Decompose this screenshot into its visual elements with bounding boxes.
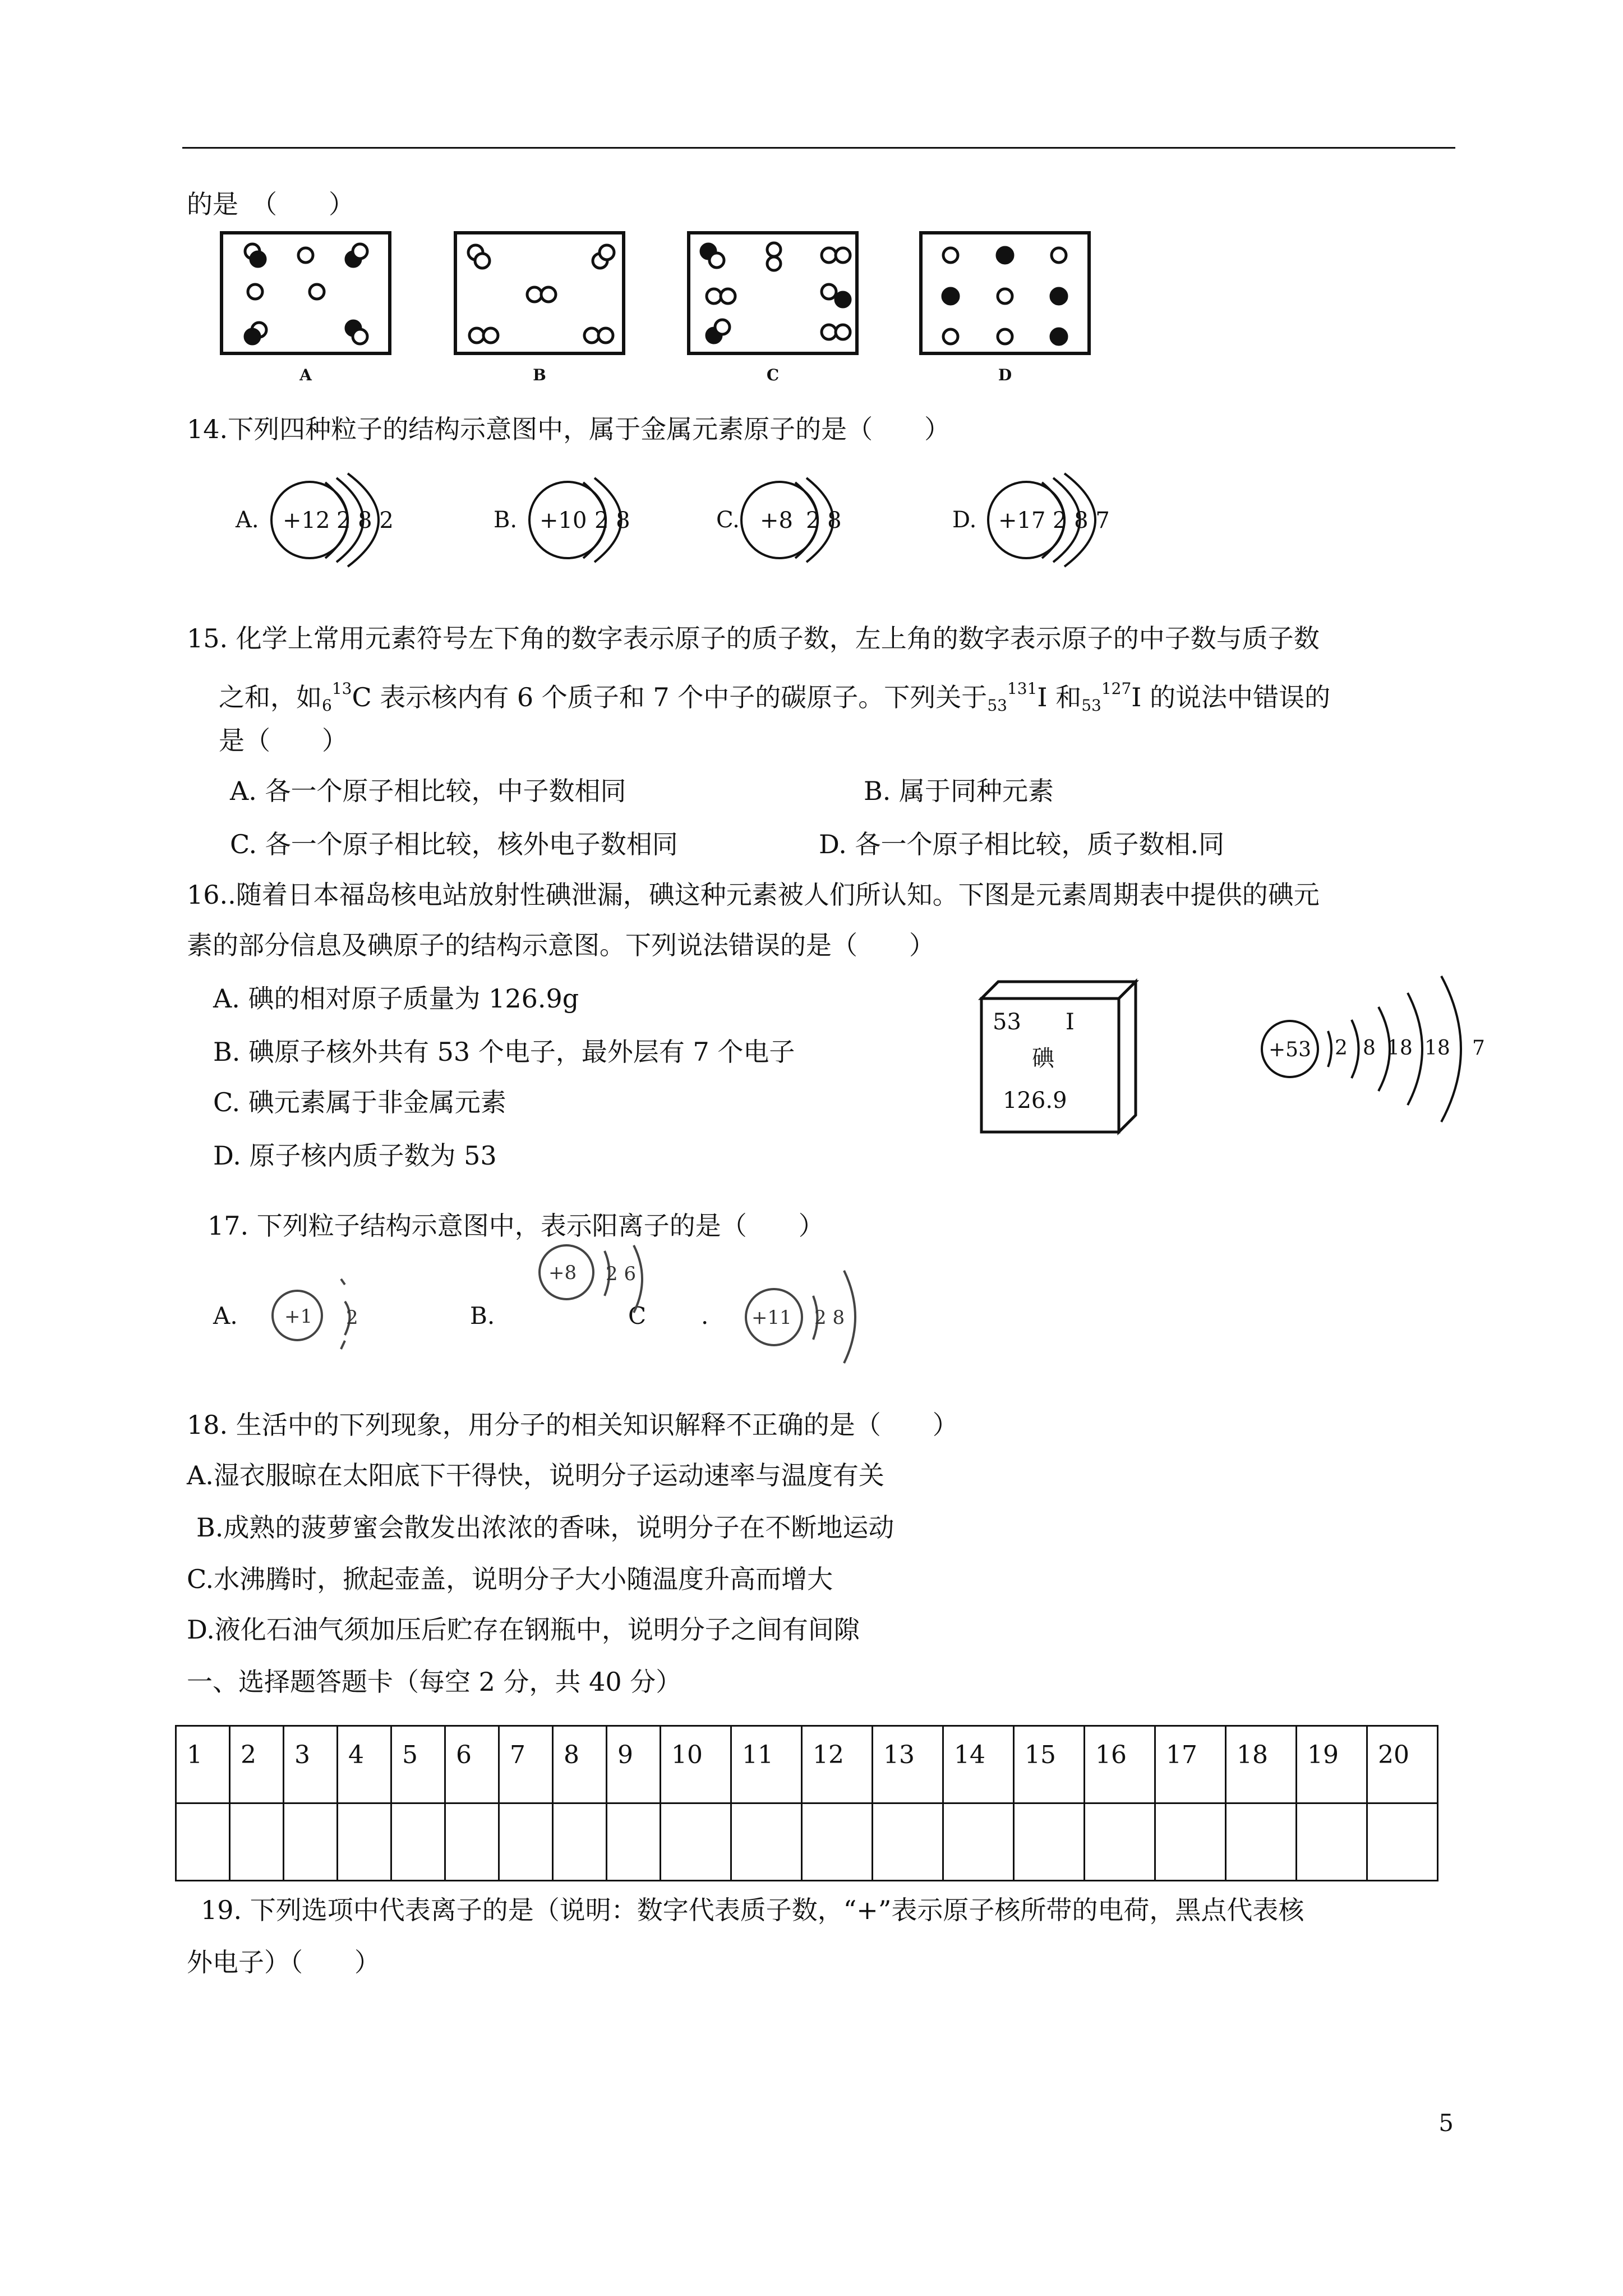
svg-text:18: 18 (1424, 1037, 1450, 1060)
answer-cell[interactable] (802, 1803, 873, 1881)
answer-cell[interactable] (1014, 1803, 1085, 1881)
q13-tail: 的是 （ ） (187, 189, 354, 219)
svg-text:A.: A. (213, 1302, 238, 1329)
svg-text:+53: +53 (1269, 1038, 1311, 1061)
svg-text:碘: 碘 (1032, 1046, 1054, 1071)
svg-text:+1: +1 (284, 1305, 313, 1328)
q13-particle-boxes (213, 224, 1122, 393)
q16-option-a: A. 碘的相对原子质量为 126.9g (213, 983, 579, 1014)
svg-text:C: C (628, 1302, 647, 1329)
svg-text:+8: +8 (760, 508, 793, 533)
svg-text:18: 18 (1387, 1037, 1413, 1060)
q16-line2: 素的部分信息及碘原子的结构示意图。下列说法错误的是（ ） (187, 930, 935, 960)
svg-text:I: I (1066, 1009, 1075, 1035)
svg-text:+10: +10 (540, 508, 587, 533)
svg-text:A.: A. (236, 507, 259, 533)
q16-option-c: C. 碘元素属于非金属元素 (213, 1087, 506, 1117)
header-rule (182, 147, 1455, 149)
svg-text:126.9: 126.9 (1003, 1088, 1067, 1114)
answer-cell[interactable] (391, 1803, 445, 1881)
q14-stem: 14.下列四种粒子的结构示意图中，属于金属元素原子的是（ ） (187, 414, 951, 444)
q18-stem: 18. 生活中的下列现象，用分子的相关知识解释不正确的是（ ） (187, 1410, 958, 1440)
answer-card-title: 一、选择题答题卡（每空 2 分，共 40 分） (187, 1667, 682, 1697)
answer-cell[interactable] (661, 1803, 731, 1881)
svg-text:+12: +12 (283, 508, 330, 533)
q15-line2: 之和，如$6^{13}C$ 表示核内有 6 个质子和 7 个中子的碳原子。下列关于$53^{131}I$ 和$53^{127}I$ 的说法中错误的 (219, 679, 1331, 715)
answer-card-blank-row (176, 1803, 1438, 1881)
page-number: 5 (1438, 2109, 1454, 2137)
answer-cell[interactable] (338, 1803, 391, 1881)
answer-cell[interactable] (873, 1803, 943, 1881)
q15-option-d: D. 各一个原子相比较，质子数相.同 (819, 829, 1225, 859)
answer-cell[interactable] (553, 1803, 607, 1881)
svg-text:D.: D. (952, 507, 977, 533)
svg-text:B.: B. (494, 507, 518, 533)
svg-text:53: 53 (993, 1009, 1021, 1035)
svg-text:+8: +8 (548, 1262, 577, 1284)
svg-text:.: . (701, 1302, 709, 1329)
answer-cell[interactable] (176, 1803, 230, 1881)
q15-option-a: A. 各一个原子相比较，中子数相同 (230, 776, 626, 806)
answer-cell[interactable] (1297, 1803, 1367, 1881)
svg-text:7: 7 (1472, 1037, 1485, 1060)
q13-option-b: B (533, 366, 546, 384)
q18-option-a: A.湿衣服晾在太阳底下干得快，说明分子运动速率与温度有关 (187, 1460, 884, 1490)
answer-card-number-row: 1 2 3 4 5 6 7 8 9 10 11 12 13 14 15 16 17 18 19 20 (176, 1726, 1438, 1803)
q17-ion-diagrams (208, 1240, 937, 1374)
svg-text:+11: +11 (751, 1306, 792, 1329)
q13-option-c: C (766, 366, 780, 384)
q18-option-c: C.水沸腾时，掀起壶盖，说明分子大小随温度升高而增大 (187, 1564, 833, 1594)
svg-text:2: 2 (346, 1306, 358, 1329)
svg-text:2 6: 2 6 (606, 1263, 637, 1285)
q18-option-d: D.液化石油气须加压后贮存在钢瓶中，说明分子之间有间隙 (187, 1614, 860, 1645)
svg-text:8: 8 (1363, 1037, 1376, 1060)
q15-line1: 15. 化学上常用元素符号左下角的数字表示原子的质子数，左上角的数字表示原子的中子数与质子数 (187, 623, 1320, 654)
q15-option-b: B. 属于同种元素 (864, 776, 1054, 806)
svg-text:B.: B. (470, 1302, 495, 1329)
q16-option-b: B. 碘原子核外共有 53 个电子，最外层有 7 个电子 (213, 1037, 795, 1067)
svg-text:2 8 7: 2 8 7 (1053, 508, 1110, 533)
answer-card-table (175, 1725, 1438, 1881)
iodine-periodic-cell (976, 976, 1144, 1139)
answer-cell[interactable] (284, 1803, 338, 1881)
q17-stem: 17. 下列粒子结构示意图中，表示阳离子的是（ ） (208, 1211, 824, 1241)
q16-option-d: D. 原子核内质子数为 53 (213, 1140, 497, 1171)
svg-text:2 8: 2 8 (814, 1306, 845, 1329)
svg-text:+17: +17 (998, 508, 1046, 533)
answer-cell[interactable] (1226, 1803, 1297, 1881)
answer-cell[interactable] (1367, 1803, 1438, 1881)
answer-cell[interactable] (943, 1803, 1014, 1881)
q19-line2: 外电子）（ ） (187, 1947, 380, 1977)
q15-line3: 是（ ） (219, 725, 348, 756)
q13-option-a: A (299, 366, 312, 384)
svg-text:2 8: 2 8 (594, 508, 630, 533)
answer-cell[interactable] (1085, 1803, 1155, 1881)
svg-text:C.: C. (716, 507, 740, 533)
q15-option-c: C. 各一个原子相比较，核外电子数相同 (230, 829, 678, 859)
q14-atom-diagrams (224, 460, 1122, 589)
svg-text:2 8 2: 2 8 2 (336, 508, 394, 533)
q13-option-d: D (998, 366, 1012, 384)
answer-cell[interactable] (1155, 1803, 1226, 1881)
answer-cell[interactable] (230, 1803, 284, 1881)
q19-line1: 19. 下列选项中代表离子的是（说明：数字代表质子数，“+”表示原子核所带的电荷，黑点代表核 (201, 1895, 1304, 1925)
svg-text:2: 2 (1335, 1037, 1348, 1060)
answer-cell[interactable] (607, 1803, 661, 1881)
answer-cell[interactable] (731, 1803, 802, 1881)
answer-cell[interactable] (445, 1803, 499, 1881)
iodine-atom-structure (1256, 965, 1503, 1139)
svg-text:2 8: 2 8 (806, 508, 842, 533)
q18-option-b: B.成熟的菠萝蜜会散发出浓浓的香味，说明分子在不断地运动 (196, 1512, 895, 1543)
answer-cell[interactable] (499, 1803, 553, 1881)
q16-line1: 16..随着日本福岛核电站放射性碘泄漏，碘这种元素被人们所认知。下图是元素周期表中提供的碘元 (187, 880, 1320, 910)
